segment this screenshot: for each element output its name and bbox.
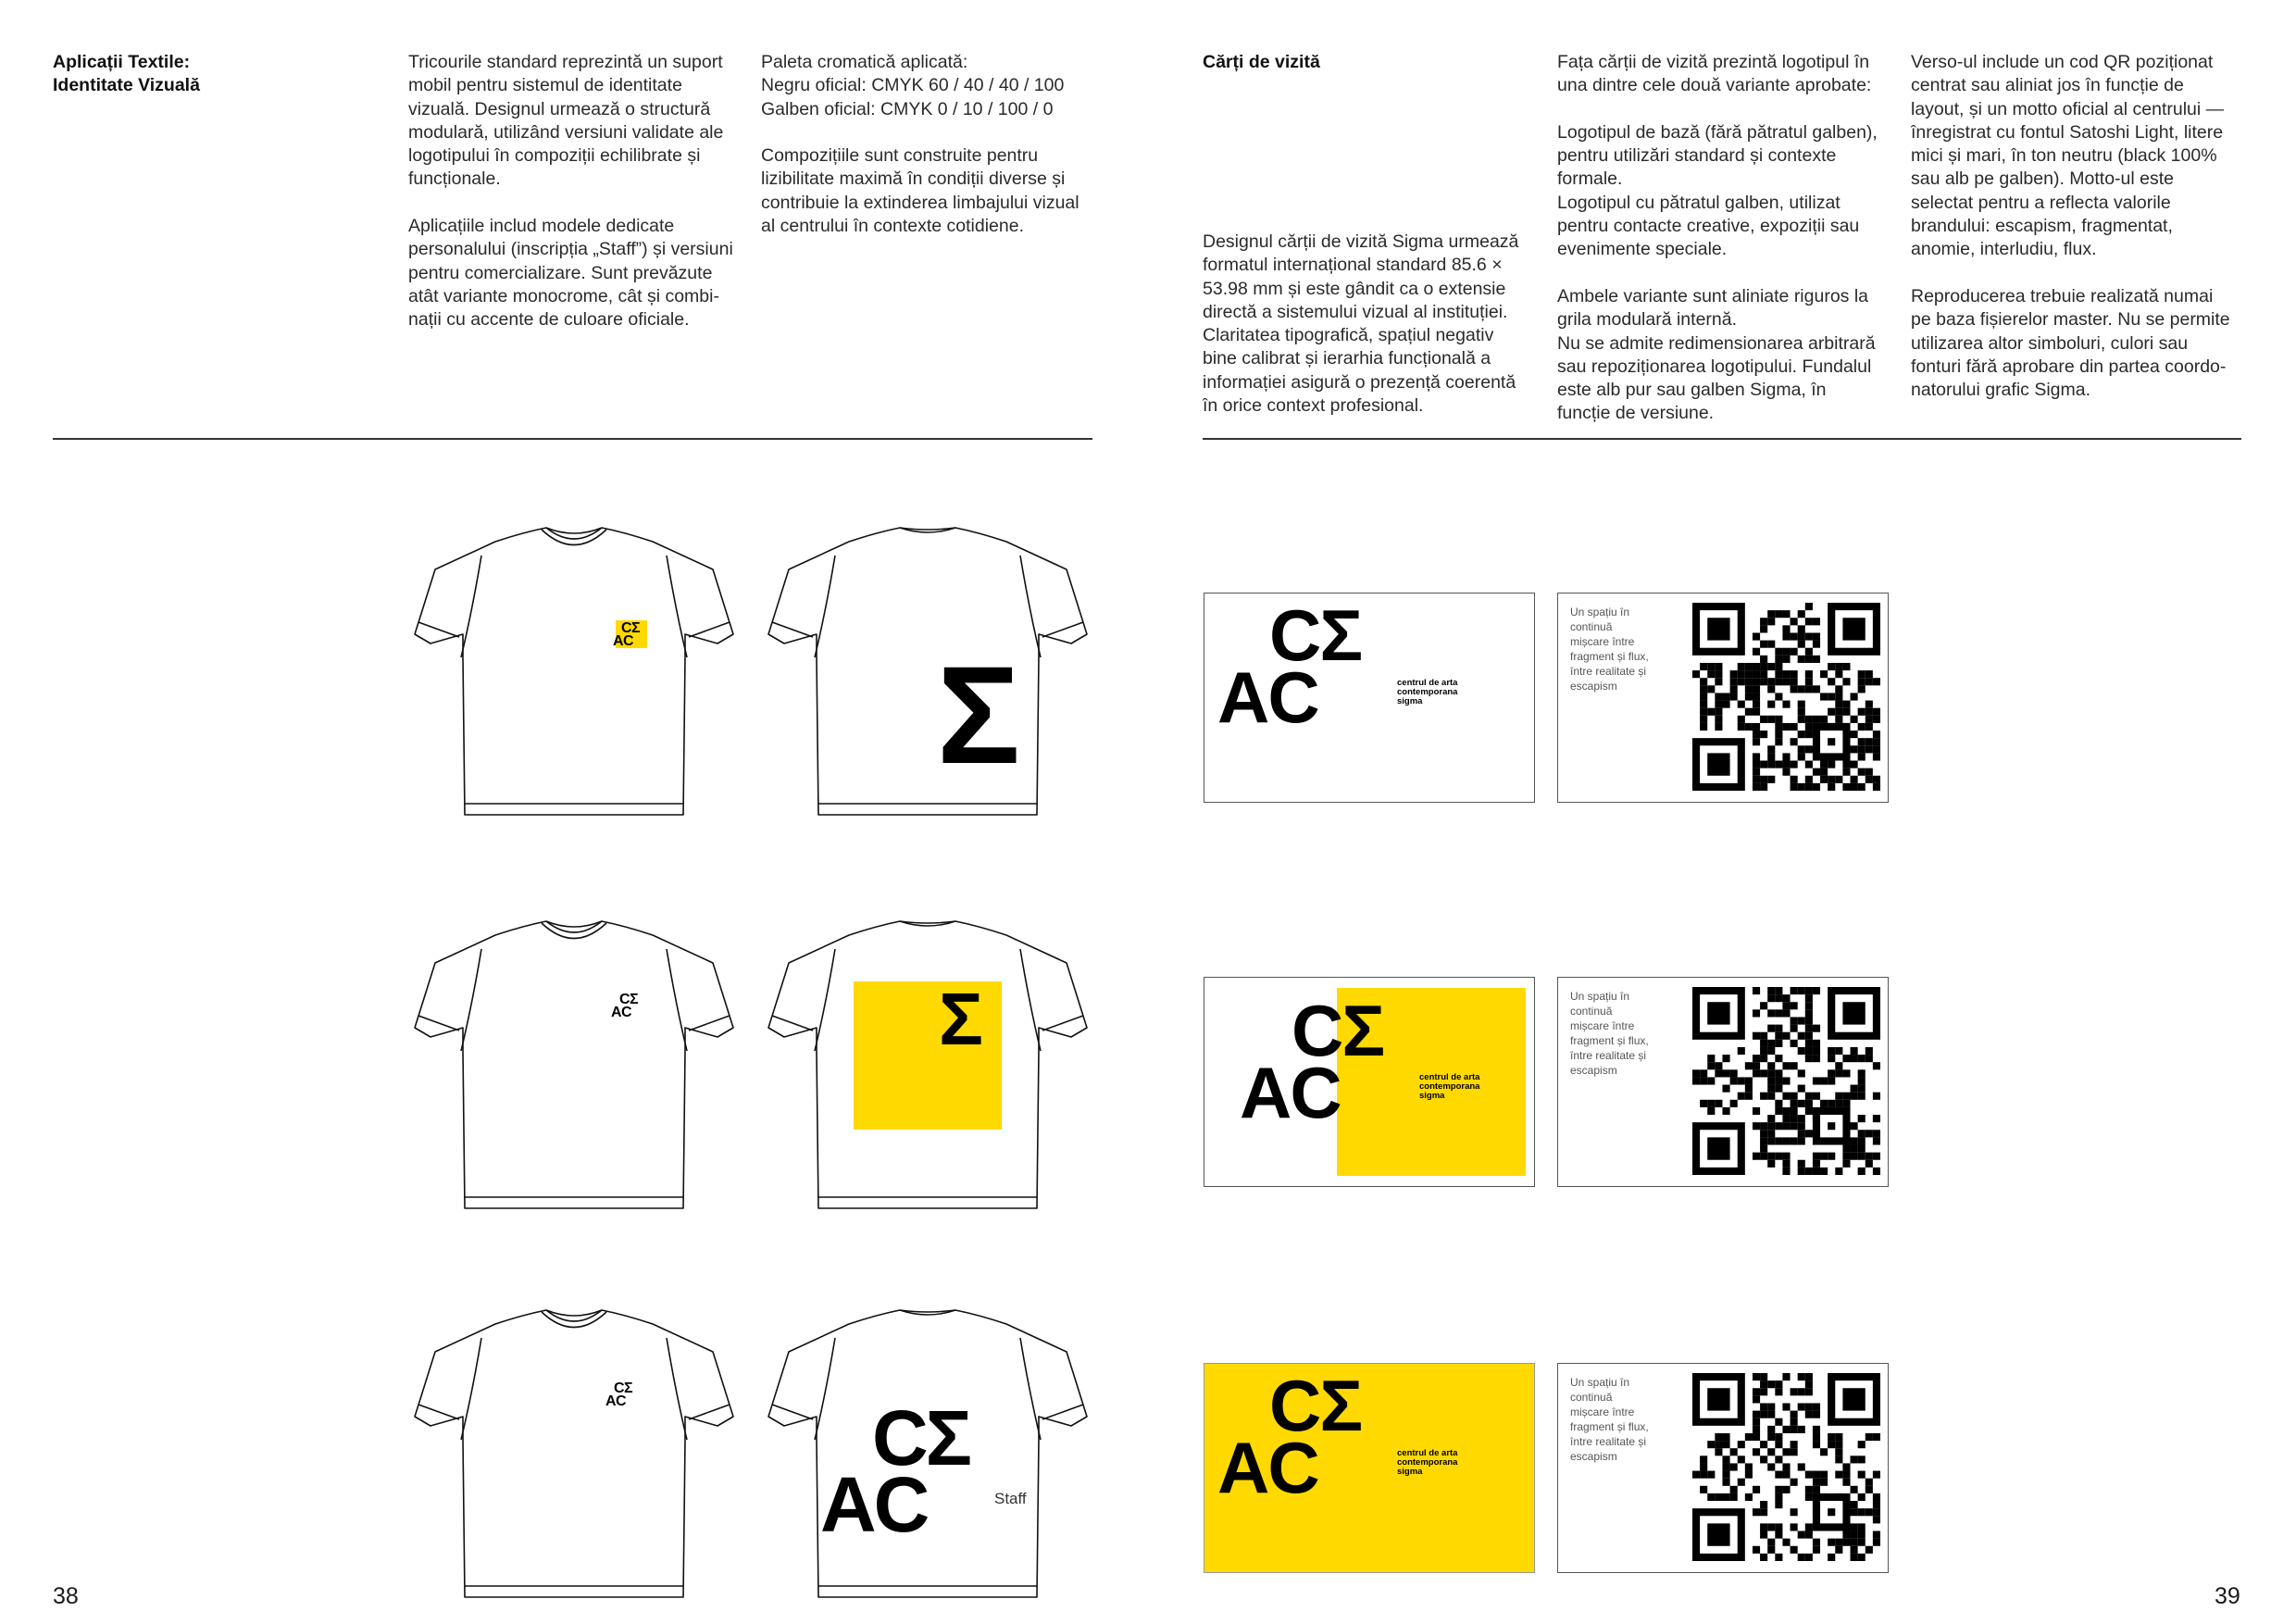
sigma-medium: Σ: [939, 978, 984, 1060]
card-tagline: centrul de arta contemporana sigma: [1397, 678, 1458, 706]
left-divider: [53, 438, 1092, 440]
business-cards-intro-paragraph: Designul cărții de vizită Sigma urmează formatul internațional standard 85.6 × 53.98 mm și este gândit ca o extensie directă a sistemului vizual al instituției. Claritatea tipografică, spațiul negativ bine calibrat și ierarhia funcțională a informației asigură o prezență coerentă în orice context profesional.: [1203, 231, 1519, 417]
card-front-1: [1204, 593, 1535, 803]
logo-small: CΣ AC: [613, 620, 641, 649]
card-logo: CΣ AC: [1217, 594, 1362, 739]
business-cards-front-paragraph: Fața cărții de vizită prezintă logotipul în una dintre cele două variante aprobate: Logotipul de bază (fără pătratul galben), pentru utilizări standard și contexte formale. Logotipul cu pătratul galben, utilizat pentru contacte creative, expoziții sau evenimente speciale. Ambele variante sunt aliniate riguros la grila modulară internă. Nu se admite redimensionarea arbitrară sau repoziționarea logotipului. Fundalul este alb pur sau galben Sigma, în funcție de versiune.: [1557, 52, 1878, 424]
logo-small: CΣ AC: [605, 1380, 633, 1409]
card-back-1: [1557, 593, 1889, 803]
sigma-large: Σ: [937, 637, 1021, 793]
tshirt-front-2: [407, 912, 741, 1227]
card-motto: Un spațiu în continuă mișcare între fragment și flux, între realitate și escapism: [1570, 1376, 1649, 1463]
tshirt-back-2: [761, 912, 1094, 1227]
card-front-2: [1204, 977, 1535, 1187]
page-number-left: 38: [53, 1583, 79, 1609]
card-back-3: [1557, 1363, 1889, 1573]
card-back-2: [1557, 977, 1889, 1187]
card-front-3: [1204, 1363, 1535, 1573]
logo-small: CΣ AC: [611, 992, 639, 1020]
card-motto: Un spațiu în continuă mișcare între fragment și flux, între realitate și escapism: [1570, 990, 1649, 1077]
business-cards-back-paragraph: Verso-ul include un cod QR poziționat centrat sau aliniat jos în funcție de layout, și un motto oficial al centrului — înregistrat cu fontul Satoshi Light, litere mici și mari, în ton neutru (black 100% sau alb pe galben). Motto-ul este selectat pentru a reflecta valorile brandului: escapism, fragmentat, anomie, interludiu, flux. Reproducerea trebuie realizată numai pe baza fișierelor master. Nu se permite utilizarea altor simboluri, culori sau fonturi fără aprobare din partea coordo- natorului grafic Sigma.: [1911, 52, 2230, 401]
logo-large: CΣ AC: [820, 1394, 970, 1549]
page-number-right: 39: [2215, 1583, 2240, 1609]
qr-code: [1692, 1373, 1880, 1561]
card-tagline: centrul de arta contemporana sigma: [1397, 1448, 1458, 1477]
card-motto: Un spațiu în continuă mișcare între fragment și flux, între realitate și escapism: [1570, 606, 1649, 693]
tshirt-front-3: [407, 1301, 741, 1616]
staff-label: Staff: [994, 1490, 1027, 1507]
card-logo: CΣ AC: [1240, 990, 1384, 1134]
card-logo: CΣ AC: [1217, 1365, 1362, 1509]
tshirt-back-1: [761, 518, 1094, 833]
textiles-heading: Aplicații Textile: Identitate Vizuală: [53, 52, 200, 95]
tshirt-front-1: [407, 518, 741, 833]
business-cards-heading: Cărți de vizită: [1203, 52, 1320, 72]
qr-code: [1692, 987, 1880, 1175]
textiles-intro-paragraph: Tricourile standard reprezintă un suport mobil pentru sistemul de identitate vizuală. Designul urmează o structură modulară, utilizând versiuni validate ale logotipului în compoziții echilibrate și funcționale. Aplicațiile includ modele dedicate personalului (inscripția „Staff”) și versiuni pentru comercializare. Sunt prevăzute atât variante monocrome, cât și combi- nații cu accente de culoare oficiale.: [408, 52, 733, 331]
textiles-palette-paragraph: Paleta cromatică aplicată: Negru oficial: CMYK 60 / 40 / 40 / 100 Galben oficial: CMYK 0 / 10 / 100 / 0 Compozițiile sunt construite pentru lizibilitate maximă în condiții diverse și contribuie la extinderea limbajului vizual al centrului în contexte cotidiene.: [761, 52, 1079, 237]
tshirt-back-3: [761, 1301, 1094, 1616]
card-tagline: centrul de arta contemporana sigma: [1419, 1072, 1480, 1101]
qr-code: [1692, 603, 1880, 791]
right-divider: [1203, 438, 2241, 440]
